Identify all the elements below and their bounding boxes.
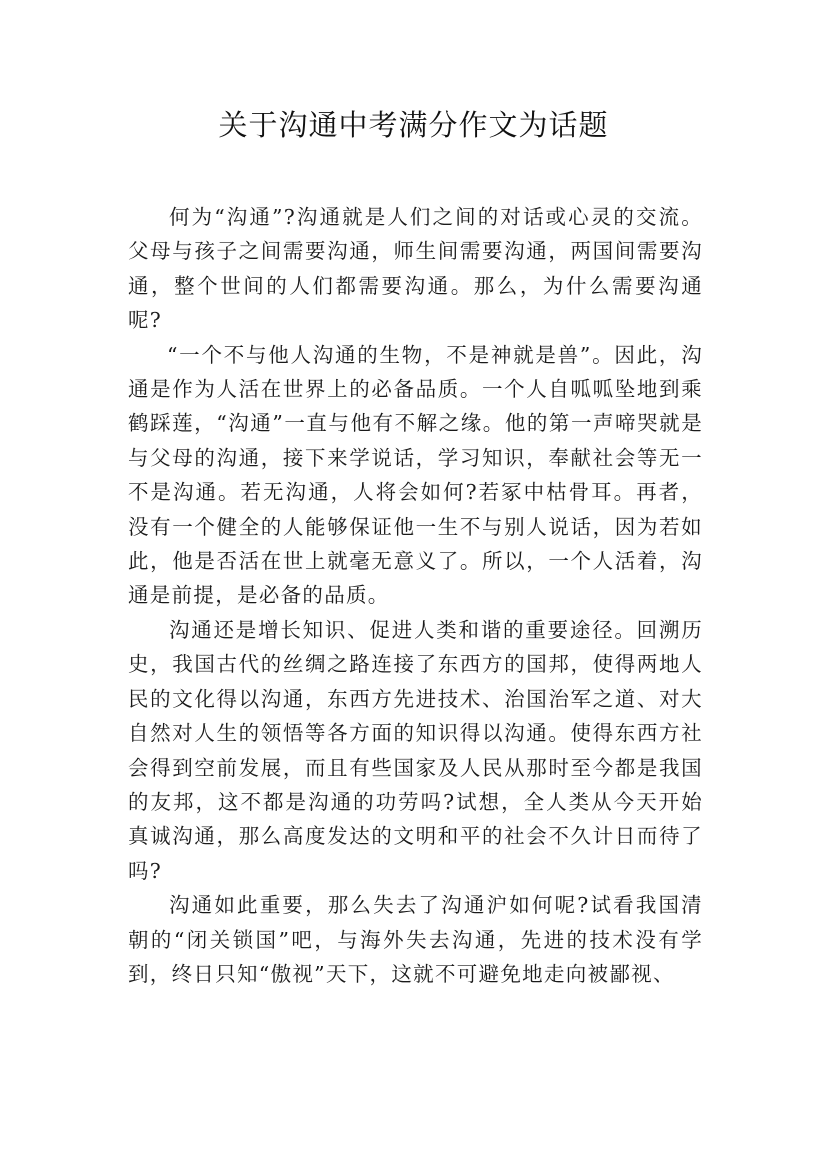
document-title: 关于沟通中考满分作文为话题 xyxy=(218,108,609,142)
document-body xyxy=(128,200,703,991)
paragraph-1: 何为“沟通”?沟通就是人们之间的对话或心灵的交流。父母与孩子之间需要沟通，师生间需要沟通，两国间需要沟通，整个世间的人们都需要沟通。那么，为什么需要沟通呢? xyxy=(128,205,703,333)
paragraph-4: 沟通如此重要，那么失去了沟通沪如何呢?试看我国清朝的“闭关锁国”吧，与海外失去沟通，先进的技术没有学到，终日只知“傲视”天下，这就不可避免地走向被鄙视、 xyxy=(128,893,703,986)
paragraph-3: 沟通还是增长知识、促进人类和谐的重要途径。回溯历史，我国古代的丝绸之路连接了东西方的国邦，使得两地人民的文化得以沟通，东西方先进技术、治国治军之道、对大自然对人生的领悟等各方面的知识得以沟通。使得东西方社会得到空前发展，而且有些国家及人民从那时至今都是我国的友邦，这不都是沟通的功劳吗?试想，全人类从今天开始真诚沟通，那么高度发达的文明和平的社会不久计日而待了吗? xyxy=(128,617,703,883)
paragraph-2: “一个不与他人沟通的生物，不是神就是兽”。因此，沟通是作为人活在世界上的必备品质。一个人自呱呱坠地到乘鹤踩莲，“沟通”一直与他有不解之缘。他的第一声啼哭就是与父母的沟通，接下来学说话，学习知识，奉献社会等无一不是沟通。若无沟通，人将会如何?若冢中枯骨耳。再者，没有一个健全的人能够保证他一生不与别人说话，因为若如此，他是否活在世上就毫无意义了。所以，一个人活着，沟通是前提，是必备的品质。 xyxy=(128,342,703,608)
